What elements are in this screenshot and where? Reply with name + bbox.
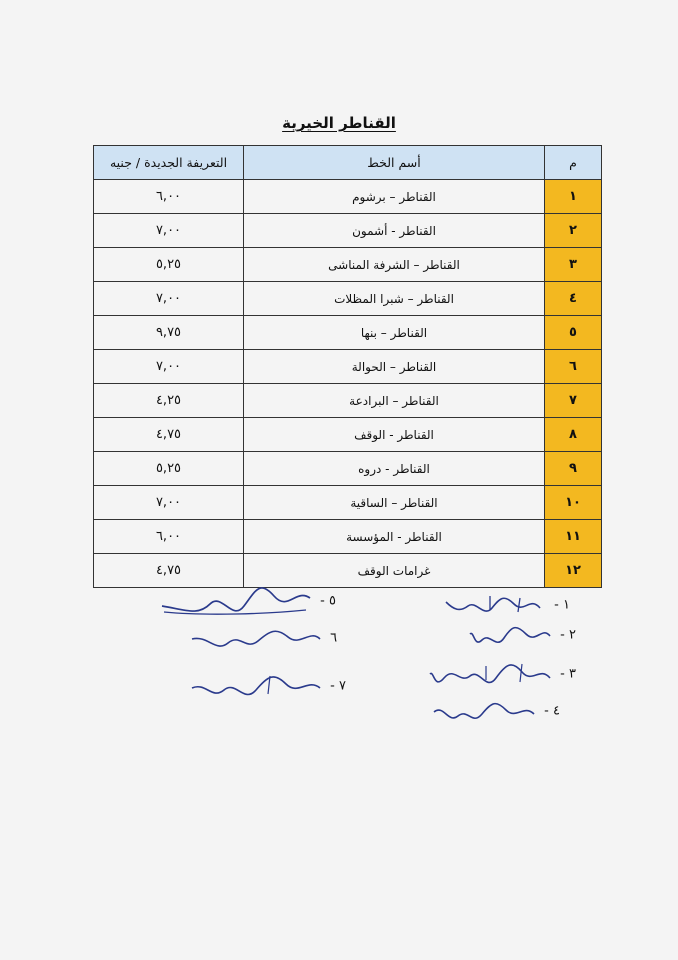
row-number: ١ xyxy=(545,180,602,214)
row-route: القناطر - المؤسسة xyxy=(244,520,545,554)
row-route: القناطر – البرادعة xyxy=(244,384,545,418)
table-row xyxy=(94,418,602,452)
row-number: ٢ xyxy=(545,214,602,248)
signature-index: ٤ - xyxy=(544,703,560,719)
signature-entry xyxy=(186,672,346,700)
table-row xyxy=(94,180,602,214)
row-number: ١٠ xyxy=(545,486,602,520)
table-row xyxy=(94,248,602,282)
row-route: غرامات الوقف xyxy=(244,554,545,588)
table-row xyxy=(94,486,602,520)
table-row xyxy=(94,452,602,486)
handwritten-signature xyxy=(466,622,556,648)
signature-entry xyxy=(156,586,336,616)
table-row xyxy=(94,384,602,418)
signature-index: ٣ - xyxy=(560,666,576,682)
handwritten-signature xyxy=(426,660,556,688)
row-number: ١١ xyxy=(545,520,602,554)
row-number: ٦ xyxy=(545,350,602,384)
signature-index: ١ - xyxy=(554,597,570,613)
handwritten-signature xyxy=(440,592,550,618)
row-route: القناطر – برشوم xyxy=(244,180,545,214)
table-row xyxy=(94,316,602,350)
table-header-row xyxy=(94,146,602,180)
row-number: ٩ xyxy=(545,452,602,486)
row-tariff: ٤,٧٥ xyxy=(94,554,244,588)
signature-entry xyxy=(466,622,576,648)
table-row xyxy=(94,350,602,384)
signature-entry xyxy=(426,660,576,688)
row-route: القناطر - أشمون xyxy=(244,214,545,248)
row-tariff: ٥,٢٥ xyxy=(94,452,244,486)
row-tariff: ٦,٠٠ xyxy=(94,520,244,554)
row-tariff: ٧,٠٠ xyxy=(94,214,244,248)
row-tariff: ٦,٠٠ xyxy=(94,180,244,214)
row-number: ٨ xyxy=(545,418,602,452)
signature-index: ٧ - xyxy=(330,678,346,694)
row-tariff: ٧,٠٠ xyxy=(94,282,244,316)
row-tariff: ٥,٢٥ xyxy=(94,248,244,282)
row-number: ٣ xyxy=(545,248,602,282)
row-route: القناطر – بنها xyxy=(244,316,545,350)
row-number: ٥ xyxy=(545,316,602,350)
signature-index: ٥ - xyxy=(320,593,336,609)
row-number: ٧ xyxy=(545,384,602,418)
row-tariff: ٧,٠٠ xyxy=(94,486,244,520)
signature-entry xyxy=(186,625,337,651)
row-tariff: ٤,٢٥ xyxy=(94,384,244,418)
page-title: القناطر الخيرية xyxy=(282,114,396,132)
row-route: القناطر – الشرفة المناشى xyxy=(244,248,545,282)
header-tariff: التعريفة الجديدة / جنيه xyxy=(94,146,244,180)
tariff-table xyxy=(93,145,602,588)
table-row xyxy=(94,520,602,554)
row-number: ٤ xyxy=(545,282,602,316)
row-route: القناطر – الحوالة xyxy=(244,350,545,384)
signature-entry xyxy=(440,592,570,618)
row-tariff: ٩,٧٥ xyxy=(94,316,244,350)
signature-index: ٢ - xyxy=(560,627,576,643)
handwritten-signature xyxy=(430,698,540,724)
table-row xyxy=(94,282,602,316)
table-row xyxy=(94,214,602,248)
row-tariff: ٧,٠٠ xyxy=(94,350,244,384)
handwritten-signature xyxy=(186,625,326,651)
row-route: القناطر - الوقف xyxy=(244,418,545,452)
row-route: القناطر – الساقية xyxy=(244,486,545,520)
signature-index: ٦ xyxy=(330,630,338,646)
row-route: القناطر - دروه xyxy=(244,452,545,486)
handwritten-signature xyxy=(186,672,326,700)
row-tariff: ٤,٧٥ xyxy=(94,418,244,452)
row-route: القناطر – شبرا المظلات xyxy=(244,282,545,316)
header-route: أسم الخط xyxy=(244,146,545,180)
header-number: م xyxy=(545,146,602,180)
signature-entry xyxy=(430,698,560,724)
row-number: ١٢ xyxy=(545,554,602,588)
table-row xyxy=(94,554,602,588)
handwritten-signature xyxy=(156,586,316,616)
